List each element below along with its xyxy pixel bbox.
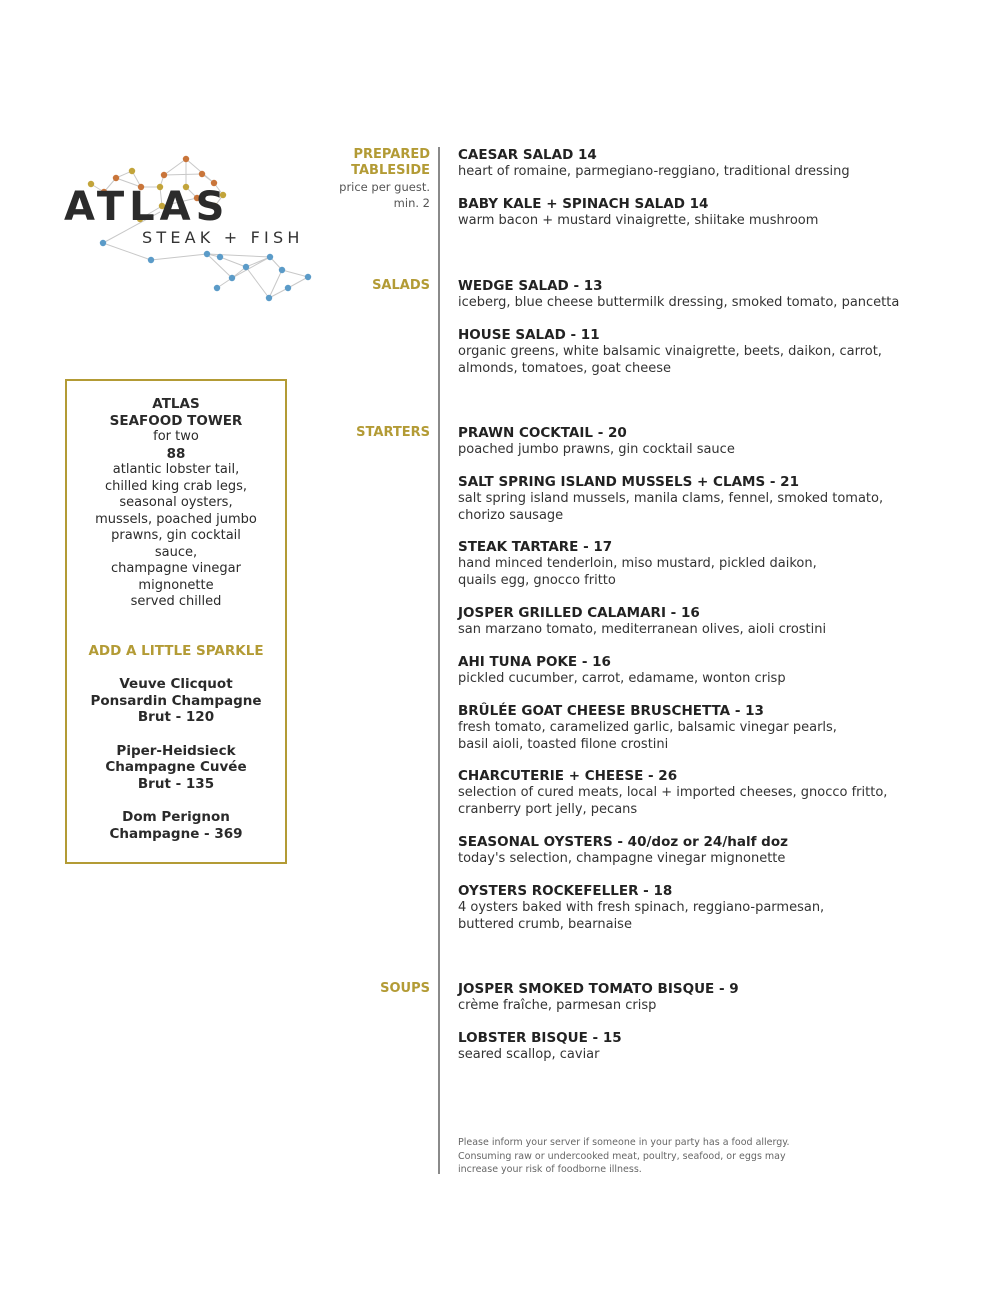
menu-item [458, 654, 978, 688]
tower-desc-line: prawns, gin cocktail [111, 528, 241, 543]
menu-item [458, 703, 978, 753]
tower-desc-line: mignonette [138, 577, 214, 593]
minimum-note: min. 2 [393, 196, 430, 210]
item-description: seared scallop, caviar [458, 1047, 600, 1062]
menu-item [458, 196, 978, 230]
item-title: CAESAR SALAD 14 [458, 147, 597, 163]
item-description: crème fraîche, parmesan crisp [458, 998, 657, 1013]
item-title: LOBSTER BISQUE - 15 [458, 1030, 622, 1046]
tower-desc-line: sauce, [154, 544, 198, 560]
tower-desc-line: atlantic lobster tail, [112, 462, 240, 477]
item-description: buttered crumb, bearnaise [458, 916, 632, 932]
item-description: iceberg, blue cheese buttermilk dressing, smoked tomato, pancetta [458, 295, 900, 310]
tower-title: ATLAS [152, 396, 200, 412]
item-title: JOSPER GRILLED CALAMARI - 16 [458, 605, 700, 621]
wine-price: Champagne - 369 [109, 825, 243, 842]
item-title: PRAWN COCKTAIL - 20 [458, 425, 627, 441]
wine-price: Brut - 120 [137, 709, 215, 725]
item-title: SALT SPRING ISLAND MUSSELS + CLAMS - 21 [458, 474, 799, 490]
item-description: san marzano tomato, mediterranean olives, aioli crostini [458, 622, 827, 637]
menu-item [458, 425, 978, 459]
item-title: STEAK TARTARE - 17 [458, 539, 613, 555]
item-description: poached jumbo prawns, gin cocktail sauce [458, 442, 735, 457]
item-title: CHARCUTERIE + CHEESE - 26 [458, 768, 678, 784]
menu-item [458, 278, 978, 312]
section-label-soups: SOUPS [380, 981, 430, 996]
tower-serves: for two [153, 429, 199, 444]
restaurant-logo [60, 140, 335, 310]
logo-wordmark: ATLAS [64, 184, 230, 230]
wine-name: Dom Perignon [122, 809, 230, 825]
footnote-line: increase your risk of foodborne illness. [458, 1164, 642, 1175]
wine-name: Champagne Cuvée [105, 759, 247, 775]
section-label-line: PREPARED [353, 147, 430, 162]
item-description: cranberry port jelly, pecans [458, 801, 638, 817]
menu-item [458, 474, 978, 524]
section-label-line: TABLESIDE [351, 163, 430, 178]
item-title: JOSPER SMOKED TOMATO BISQUE - 9 [458, 981, 739, 997]
item-description: heart of romaine, parmegiano-reggiano, traditional dressing [458, 164, 850, 179]
item-description: almonds, tomatoes, goat cheese [458, 360, 672, 376]
footnote-line: Please inform your server if someone in your party has a food allergy. [458, 1137, 790, 1148]
item-description: fresh tomato, caramelized garlic, balsamic vinegar pearls, [458, 720, 837, 735]
item-title: BRÛLÉE GOAT CHEESE BRUSCHETTA - 13 [458, 703, 764, 719]
item-description: organic greens, white balsamic vinaigrette, beets, daikon, carrot, [458, 344, 882, 359]
item-description: selection of cured meats, local + imported cheeses, gnocco fritto, [458, 785, 888, 800]
item-description: pickled cucumber, carrot, edamame, wonton crisp [458, 671, 786, 686]
tower-desc-line: seasonal oysters, [119, 495, 233, 510]
item-description: today's selection, champagne vinegar mignonette [458, 851, 786, 866]
menu-item [458, 147, 978, 181]
price-note: price per guest. [339, 180, 430, 194]
item-title: OYSTERS ROCKEFELLER - 18 [458, 883, 673, 899]
item-title: WEDGE SALAD - 13 [458, 278, 603, 294]
item-title: BABY KALE + SPINACH SALAD 14 [458, 196, 709, 212]
menu-item [458, 327, 978, 377]
sparkle-heading: ADD A LITTLE SPARKLE [88, 642, 264, 659]
logo-tagline: STEAK + FISH [142, 228, 304, 247]
item-description: chorizo sausage [458, 507, 564, 523]
tower-price: 88 [166, 445, 186, 462]
tower-desc-line: champagne vinegar [111, 561, 241, 576]
section-label-salads: SALADS [372, 278, 430, 293]
allergy-footnote [458, 1136, 848, 1177]
item-description: salt spring island mussels, manila clams, fennel, smoked tomato, [458, 491, 884, 506]
wine-name: Piper-Heidsieck [116, 742, 236, 759]
wine-name: Veuve Clicquot [119, 676, 233, 692]
footnote-line: Consuming raw or undercooked meat, poultry, seafood, or eggs may [458, 1150, 786, 1162]
item-description: 4 oysters baked with fresh spinach, reggiano-parmesan, [458, 900, 825, 915]
menu-item [458, 981, 978, 1015]
item-description: warm bacon + mustard vinaigrette, shiitake mushroom [458, 213, 819, 228]
seafood-tower-box [65, 379, 287, 864]
tower-desc-line: chilled king crab legs, [105, 478, 247, 494]
menu-item [458, 834, 978, 868]
section-label-tableside [339, 147, 430, 211]
item-title: SEASONAL OYSTERS - 40/doz or 24/half doz [458, 834, 788, 850]
menu-item [458, 605, 978, 639]
item-title: AHI TUNA POKE - 16 [458, 654, 611, 670]
section-label-starters: STARTERS [356, 425, 430, 440]
menu-item [458, 883, 978, 933]
tower-desc-line: mussels, poached jumbo [95, 511, 257, 527]
item-description: hand minced tenderloin, miso mustard, pickled daikon, [458, 556, 817, 571]
menu-item [458, 539, 978, 589]
tower-desc-line: served chilled [130, 594, 222, 609]
menu-item [458, 1030, 978, 1064]
column-divider [438, 147, 440, 1174]
item-title: HOUSE SALAD - 11 [458, 327, 600, 343]
menu-item [458, 768, 978, 818]
wine-name: Ponsardin Champagne [90, 692, 262, 709]
item-description: basil aioli, toasted filone crostini [458, 736, 669, 752]
tower-title: SEAFOOD TOWER [109, 412, 243, 429]
wine-price: Brut - 135 [137, 775, 215, 792]
item-description: quails egg, gnocco fritto [458, 572, 616, 588]
